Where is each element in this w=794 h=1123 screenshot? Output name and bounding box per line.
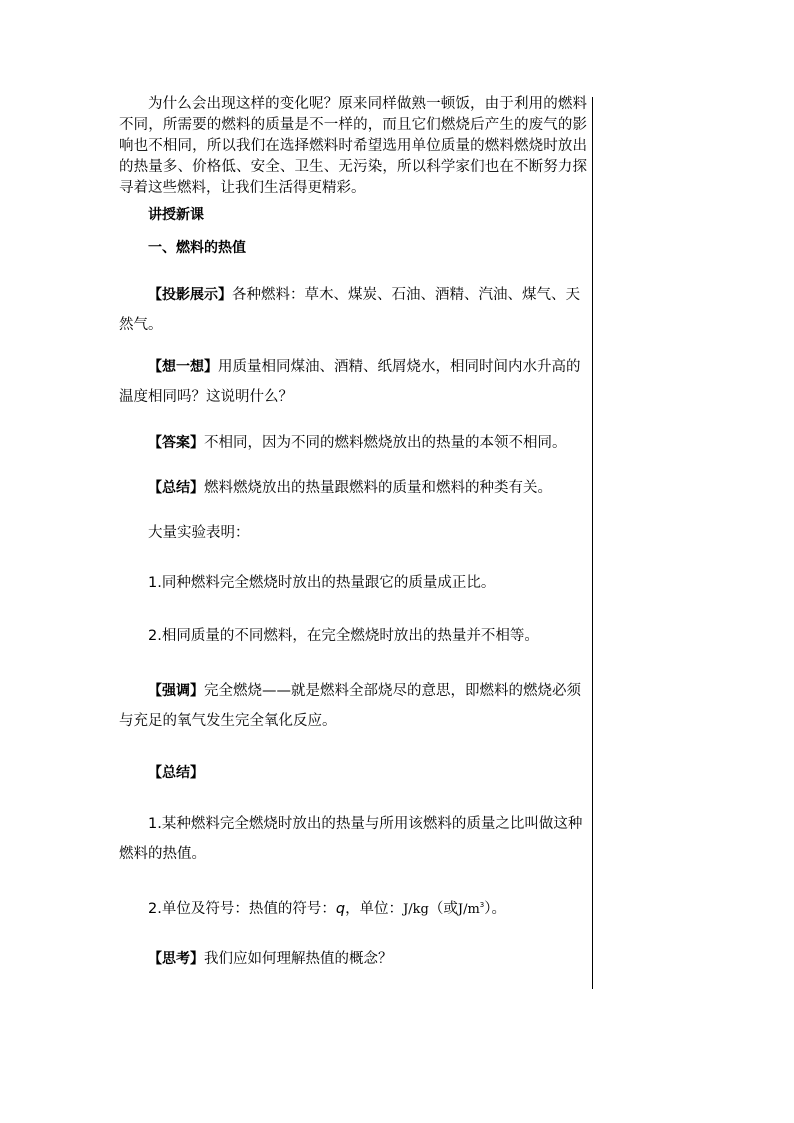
summary-paragraph (119, 473, 587, 503)
projection-paragraph (119, 280, 587, 340)
definition-2-prefix: 2.单位及符号：热值的符号： (148, 901, 336, 917)
answer-tag: 【答案】 (148, 435, 204, 451)
experiments-intro: 大量实验表明： (148, 525, 250, 541)
projection-text: 各种燃料：草木、煤炭、石油、酒精、汽油、煤气、天然气。 (119, 287, 580, 333)
think-paragraph (119, 352, 587, 412)
summary2-tag: 【总结】 (148, 765, 204, 781)
definition-2-middle: ，单位： (345, 901, 404, 917)
reflect-paragraph (119, 944, 587, 974)
definition-point-1: 1.某种燃料完全燃烧时放出的热量与所用该燃料的质量之比叫做这种燃料的热值。 (119, 816, 583, 862)
answer-text: 不相同，因为不同的燃料燃烧放出的热量的本领不相同。 (204, 435, 567, 451)
summary-text: 燃料燃烧放出的热量跟燃料的质量和燃料的种类有关。 (204, 480, 552, 496)
think-text: 用质量相同煤油、酒精、纸屑烧水，相同时间内水升高的温度相同吗？这说明什么？ (119, 359, 581, 405)
answer-paragraph (119, 428, 587, 458)
emphasis-paragraph (119, 676, 587, 736)
heat-value-symbol: q (335, 901, 346, 917)
paren-open: （或 (428, 901, 458, 917)
unit-per-m3: J/m (457, 902, 480, 917)
section-title: 讲授新课 (148, 207, 204, 223)
projection-tag: 【投影展示】 (148, 287, 232, 303)
experiment-point-2: 2.相同质量的不同燃料，在完全燃烧时放出的热量并不相等。 (148, 628, 539, 644)
emphasis-text: 完全燃烧——就是燃料全部烧尽的意思，即燃料的燃烧必须与充足的氧气发生完全氧化反应。 (119, 683, 581, 729)
intro-paragraph: 为什么会出现这样的变化呢？原来同样做熟一顿饭，由于利用的燃料不同，所需要的燃料的质量是不一样的，而且它们燃烧后产生的废气的影响也不相同，所以我们在选择燃料时希望选用单位质量的燃料燃烧时放出的热量多、价格低、安全、卫生、无污染，所以科学家们也在不断努力探寻着这些燃料，让我们生活得更精彩。 (119, 96, 587, 196)
experiment-point-1: 1.同种燃料完全燃烧时放出的热量跟它的质量成正比。 (148, 575, 496, 591)
unit-per-kg: J/kg (403, 902, 429, 917)
table-right-border (592, 97, 593, 989)
summary-tag: 【总结】 (148, 480, 204, 496)
emphasis-tag: 【强调】 (148, 683, 204, 699)
unit-exponent: 3 (479, 901, 485, 910)
think-tag: 【想一想】 (148, 359, 218, 375)
lesson-content (119, 94, 587, 967)
reflect-tag: 【思考】 (148, 951, 204, 967)
definition-point-2 (119, 894, 587, 925)
reflect-text: 我们应如何理解热值的概念？ (204, 951, 393, 967)
subsection-title: 一、燃料的热值 (148, 240, 246, 256)
paren-close: ）。 (484, 901, 506, 917)
